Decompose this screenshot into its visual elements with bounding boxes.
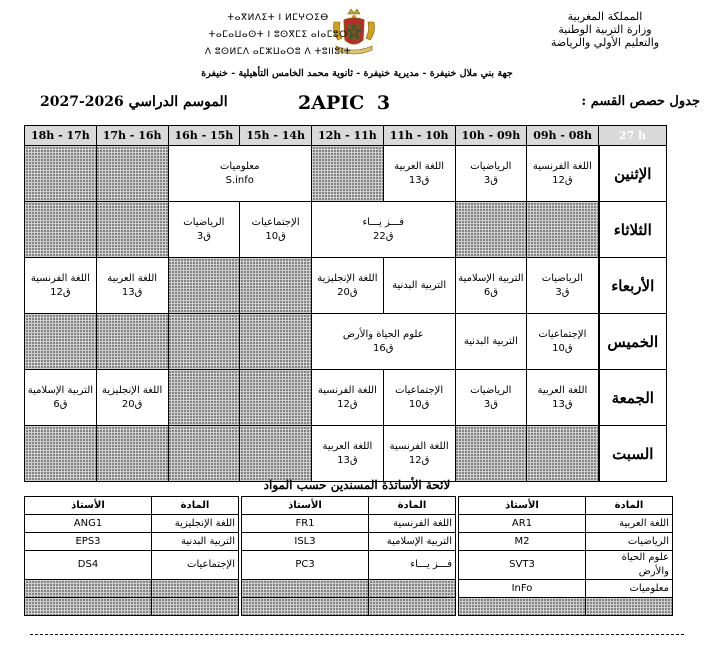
free-slot bbox=[96, 202, 168, 258]
column-gap bbox=[456, 533, 459, 551]
lesson-cell bbox=[383, 146, 455, 202]
time-slot-header: 15h - 14h bbox=[240, 126, 312, 146]
time-slot-header: 17h - 16h bbox=[96, 126, 168, 146]
lesson-cell bbox=[312, 202, 456, 258]
empty-cell bbox=[459, 598, 586, 616]
day-row bbox=[25, 258, 667, 314]
column-gap bbox=[456, 551, 459, 580]
teacher-column-header: الأستاذ bbox=[25, 497, 152, 515]
lesson-subject: معلوميات bbox=[220, 160, 260, 172]
day-row bbox=[25, 146, 667, 202]
teacher-row bbox=[25, 551, 673, 580]
lesson-subject: اللغة الفرنسية bbox=[317, 384, 377, 396]
subject-name: اللغة الفرنسية bbox=[369, 515, 456, 533]
day-label: الثلاثاء bbox=[599, 202, 667, 258]
lesson-room: ق20 bbox=[337, 286, 358, 298]
lesson-subject: اللغة الإنجليزية bbox=[317, 272, 378, 284]
teachers-list-title: لائحة الأساتذة المسندين حسب المواد bbox=[263, 478, 451, 492]
time-slot-header: 16h - 15h bbox=[168, 126, 240, 146]
empty-cell bbox=[25, 580, 152, 598]
lesson-subject: الإجتماعيات bbox=[395, 384, 444, 396]
region-school-line: جهة بني ملال خنيفرة - مديرية خنيفرة - ثانوية محمد الخامس التأهيلية - خنيفرة bbox=[201, 68, 513, 79]
lesson-cell bbox=[455, 146, 527, 202]
ministry-name-tifinagh bbox=[178, 10, 378, 61]
column-gap bbox=[239, 598, 242, 616]
free-slot bbox=[96, 426, 168, 482]
subject-column-header: المادة bbox=[369, 497, 456, 515]
ministry-line-tifinagh: ⵜⴰⵎⴰⵡⴰⵙⵜ ⵏ ⵓⵙⴳⵎⵉ ⴰⵏⴰⵎⵓⵔ bbox=[208, 30, 348, 40]
lesson-cell bbox=[312, 258, 384, 314]
time-slot-header: 18h - 17h bbox=[25, 126, 97, 146]
lesson-room: ق12 bbox=[408, 454, 430, 466]
lesson-room: ق6 bbox=[483, 286, 498, 298]
teacher-row bbox=[25, 515, 673, 533]
teacher-code: ISL3 bbox=[242, 533, 369, 551]
teacher-code: SVT3 bbox=[459, 551, 586, 580]
free-slot bbox=[168, 370, 240, 426]
teacher-code: DS4 bbox=[25, 551, 152, 580]
lesson-cell bbox=[527, 370, 599, 426]
teacher-code: PC3 bbox=[242, 551, 369, 580]
lesson-room: ق13 bbox=[337, 454, 358, 466]
lesson-subject: الرياضيات bbox=[470, 160, 512, 172]
free-slot bbox=[240, 370, 312, 426]
lesson-room: ق10 bbox=[265, 230, 286, 242]
free-slot bbox=[527, 202, 599, 258]
lesson-subject: اللغة الفرنسية bbox=[30, 272, 90, 284]
lesson-subject: الإجتماعيات bbox=[538, 328, 587, 340]
lesson-subject: التربية الإسلامية bbox=[27, 384, 94, 396]
day-row bbox=[25, 314, 667, 370]
timetable-header-row bbox=[25, 126, 667, 146]
lesson-subject: اللغة العربية bbox=[107, 272, 158, 284]
empty-cell bbox=[369, 598, 456, 616]
lesson-room: S.info bbox=[225, 174, 254, 186]
lesson-subject: اللغة العربية bbox=[537, 384, 588, 396]
free-slot bbox=[240, 426, 312, 482]
column-gap bbox=[239, 551, 242, 580]
free-slot bbox=[527, 426, 599, 482]
subject-name: معلوميات bbox=[586, 580, 673, 598]
teachers-table bbox=[24, 496, 673, 616]
lesson-subject: الإجتماعيات bbox=[251, 216, 300, 228]
lesson-room: ق22 bbox=[373, 230, 394, 242]
empty-cell bbox=[152, 580, 239, 598]
free-slot bbox=[455, 202, 527, 258]
teacher-code: ANG1 bbox=[25, 515, 152, 533]
day-label: الإثنين bbox=[599, 146, 667, 202]
teachers-header-row bbox=[25, 497, 673, 515]
empty-cell bbox=[152, 598, 239, 616]
ministry-line: المملكة المغربية bbox=[567, 10, 643, 23]
lesson-room: ق13 bbox=[121, 286, 143, 298]
teacher-code: InFo bbox=[459, 580, 586, 598]
day-label: السبت bbox=[599, 426, 667, 482]
ministry-line: والتعليم الأولي والرياضة bbox=[550, 36, 660, 49]
day-row bbox=[25, 202, 667, 258]
time-slot-header: 10h - 09h bbox=[455, 126, 527, 146]
free-slot bbox=[168, 426, 240, 482]
class-name: 2APIC 3 bbox=[298, 92, 391, 114]
lesson-subject: الرياضيات bbox=[541, 272, 583, 284]
time-slot-header: 12h - 11h bbox=[312, 126, 384, 146]
lesson-cell bbox=[312, 426, 384, 482]
column-gap bbox=[456, 580, 459, 598]
lesson-cell bbox=[25, 258, 97, 314]
ministry-line-tifinagh: ⵜⴰⴳⵍⴷⵉⵜ ⵏ ⵍⵎⵖⵔⵉⴱ bbox=[227, 13, 329, 23]
subject-name: التربية البدنية bbox=[152, 533, 239, 551]
time-slot-header: 11h - 10h bbox=[383, 126, 455, 146]
free-slot bbox=[96, 314, 168, 370]
free-slot bbox=[312, 146, 384, 202]
subject-column-header: المادة bbox=[586, 497, 673, 515]
school-season: الموسم الدراسي 2026-2027 bbox=[40, 94, 228, 110]
lesson-room: ق3 bbox=[483, 174, 498, 186]
lesson-room: ق3 bbox=[483, 398, 498, 410]
lesson-cell bbox=[527, 146, 599, 202]
lesson-room: ق20 bbox=[121, 398, 143, 410]
lesson-cell bbox=[96, 370, 168, 426]
free-slot bbox=[25, 314, 97, 370]
timetable-grid bbox=[24, 125, 667, 482]
lesson-subject: اللغة العربية bbox=[394, 160, 445, 172]
free-slot bbox=[25, 146, 97, 202]
subject-name: اللغة الإنجليزية bbox=[152, 515, 239, 533]
free-slot bbox=[96, 146, 168, 202]
lesson-subject: فـــز يـــاء bbox=[362, 216, 405, 228]
column-gap bbox=[456, 598, 459, 616]
lesson-cell bbox=[312, 370, 384, 426]
subject-name: فـــز يـــاء bbox=[369, 551, 456, 580]
lesson-room: ق12 bbox=[50, 286, 71, 298]
lesson-subject: التربية البدنية bbox=[392, 279, 447, 291]
lesson-cell bbox=[527, 314, 599, 370]
lesson-room: ق13 bbox=[552, 398, 573, 410]
lesson-room: ق16 bbox=[373, 342, 394, 354]
lesson-subject: التربية البدنية bbox=[463, 335, 518, 347]
ministry-line: وزارة التربية الوطنية bbox=[558, 23, 652, 36]
column-gap bbox=[239, 580, 242, 598]
lesson-room: ق13 bbox=[408, 174, 430, 186]
teacher-row bbox=[25, 533, 673, 551]
day-row bbox=[25, 370, 667, 426]
ministry-line-tifinagh: ⴷ ⵓⵙⵍⵎⴷ ⴰⵎⵣⵡⴰⵔⵓ ⴷ ⵜⵓⵏⵏⵓⵏⵜ bbox=[204, 47, 352, 57]
lesson-subject: علوم الحياة والأرض bbox=[342, 328, 424, 340]
teacher-row bbox=[25, 580, 673, 598]
lesson-cell bbox=[96, 258, 168, 314]
day-label: الجمعة bbox=[599, 370, 667, 426]
subject-column-header: المادة bbox=[152, 497, 239, 515]
lesson-subject: الرياضيات bbox=[470, 384, 512, 396]
footer-dashed-line bbox=[30, 634, 684, 635]
teacher-code: EPS3 bbox=[25, 533, 152, 551]
lesson-room: ق3 bbox=[555, 286, 570, 298]
lesson-room: ق12 bbox=[337, 398, 358, 410]
subject-name: اللغة العربية bbox=[586, 515, 673, 533]
lesson-room: ق12 bbox=[552, 174, 573, 186]
lesson-cell bbox=[383, 370, 455, 426]
free-slot bbox=[240, 258, 312, 314]
free-slot bbox=[168, 258, 240, 314]
column-gap bbox=[239, 515, 242, 533]
subject-name: علوم الحياة والأرض bbox=[586, 551, 673, 580]
day-row bbox=[25, 426, 667, 482]
lesson-subject: التربية الإسلامية bbox=[458, 272, 524, 284]
lesson-cell bbox=[312, 314, 456, 370]
lesson-cell bbox=[455, 370, 527, 426]
lesson-room: ق3 bbox=[196, 230, 211, 242]
day-label: الخميس bbox=[599, 314, 667, 370]
lesson-cell bbox=[455, 314, 527, 370]
lesson-cell bbox=[383, 426, 455, 482]
ministry-name-arabic bbox=[510, 10, 700, 49]
free-slot bbox=[168, 314, 240, 370]
column-gap bbox=[456, 497, 459, 515]
empty-cell bbox=[242, 598, 369, 616]
lesson-cell bbox=[168, 202, 240, 258]
teacher-code: FR1 bbox=[242, 515, 369, 533]
lesson-cell bbox=[240, 202, 312, 258]
subject-name: الإجتماعيات bbox=[152, 551, 239, 580]
lesson-cell bbox=[527, 258, 599, 314]
lesson-subject: اللغة العربية bbox=[322, 440, 373, 452]
teacher-code: M2 bbox=[459, 533, 586, 551]
lesson-room: ق10 bbox=[408, 398, 430, 410]
timetable-title: جدول حصص القسم : bbox=[581, 94, 700, 109]
column-gap bbox=[456, 515, 459, 533]
subject-name: الرياضيات bbox=[586, 533, 673, 551]
time-slot-header: 09h - 08h bbox=[527, 126, 599, 146]
teacher-code: AR1 bbox=[459, 515, 586, 533]
lesson-room: ق10 bbox=[552, 342, 573, 354]
empty-cell bbox=[369, 580, 456, 598]
teacher-column-header: الأستاذ bbox=[242, 497, 369, 515]
column-gap bbox=[239, 497, 242, 515]
lesson-subject: اللغة الفرنسية bbox=[532, 160, 592, 172]
free-slot bbox=[455, 426, 527, 482]
free-slot bbox=[25, 426, 97, 482]
lesson-subject: اللغة الفرنسية bbox=[389, 440, 449, 452]
empty-cell bbox=[25, 598, 152, 616]
teacher-row bbox=[25, 598, 673, 616]
teacher-column-header: الأستاذ bbox=[459, 497, 586, 515]
lesson-cell bbox=[25, 370, 97, 426]
total-hours-badge: 27 h bbox=[599, 126, 667, 146]
lesson-room: ق6 bbox=[53, 398, 68, 410]
subject-name: التربية الإسلامية bbox=[369, 533, 456, 551]
lesson-subject: الرياضيات bbox=[183, 216, 225, 228]
day-label: الأربعاء bbox=[599, 258, 667, 314]
lesson-cell bbox=[455, 258, 527, 314]
free-slot bbox=[25, 202, 97, 258]
lesson-subject: اللغة الإنجليزية bbox=[102, 384, 163, 396]
empty-cell bbox=[242, 580, 369, 598]
lesson-cell bbox=[383, 258, 455, 314]
lesson-cell bbox=[168, 146, 312, 202]
free-slot bbox=[240, 314, 312, 370]
column-gap bbox=[239, 533, 242, 551]
empty-cell bbox=[586, 598, 673, 616]
